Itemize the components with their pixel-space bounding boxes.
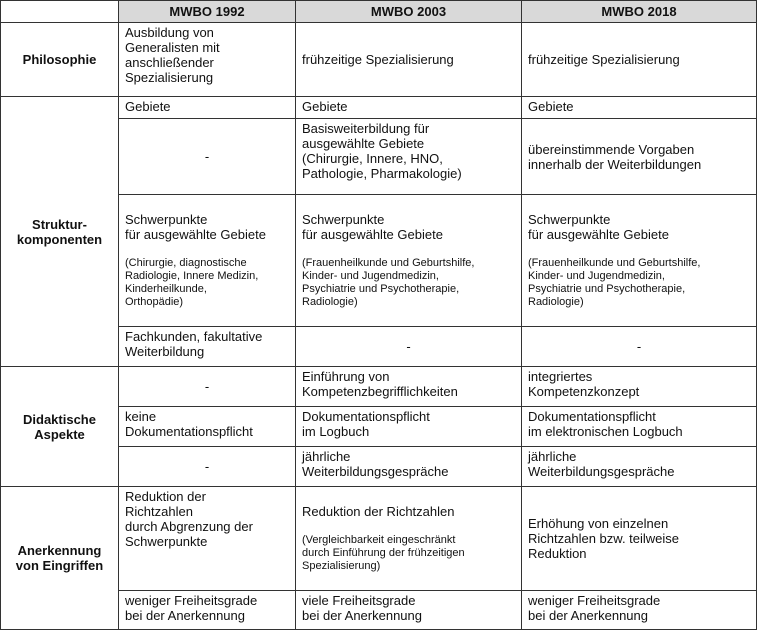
cell-basis-2003: Basisweiterbildung für ausgewählte Gebiete (Chirurgie, Innere, HNO, Pathologie, Pharmakologie) bbox=[296, 119, 522, 195]
cell-gespraeche-1992: - bbox=[119, 447, 296, 487]
cell-richtzahlen-2003 bbox=[296, 487, 522, 591]
cell-kompetenz-1992: - bbox=[119, 367, 296, 407]
cell-schwerpunkte-1992 bbox=[119, 195, 296, 327]
cell-philosophie-2003: frühzeitige Spezialisierung bbox=[296, 23, 522, 97]
cell-philosophie-1992: Ausbildung von Generalisten mit anschließender Spezialisierung bbox=[119, 23, 296, 97]
row-label-strukturkomponenten: Struktur- komponenten bbox=[1, 97, 119, 367]
schwerpunkte-1992-main: Schwerpunkte für ausgewählte Gebiete bbox=[125, 212, 266, 242]
cell-dokumentation-2018: Dokumentationspflicht im elektronischen Logbuch bbox=[522, 407, 757, 447]
cell-freiheitsgrade-2018: weniger Freiheitsgrade bei der Anerkennung bbox=[522, 591, 757, 630]
cell-fachkunden-2003: - bbox=[296, 327, 522, 367]
cell-gespraeche-2003: jährliche Weiterbildungsgespräche bbox=[296, 447, 522, 487]
cell-gebiete-1992: Gebiete bbox=[119, 97, 296, 119]
cell-richtzahlen-2018: Erhöhung von einzelnen Richtzahlen bzw. teilweise Reduktion bbox=[522, 487, 757, 591]
cell-schwerpunkte-2003 bbox=[296, 195, 522, 327]
header-mwbo-2018: MWBO 2018 bbox=[522, 1, 757, 23]
header-mwbo-1992: MWBO 1992 bbox=[119, 1, 296, 23]
header-corner bbox=[1, 1, 119, 23]
cell-freiheitsgrade-1992: weniger Freiheitsgrade bei der Anerkennung bbox=[119, 591, 296, 630]
row-label-didaktische-aspekte: Didaktische Aspekte bbox=[1, 367, 119, 487]
cell-kompetenz-2018: integriertes Kompetenzkonzept bbox=[522, 367, 757, 407]
row-struktur-gebiete bbox=[1, 97, 757, 119]
schwerpunkte-2003-main: Schwerpunkte für ausgewählte Gebiete bbox=[302, 212, 443, 242]
schwerpunkte-2018-main: Schwerpunkte für ausgewählte Gebiete bbox=[528, 212, 669, 242]
row-label-anerkennung-von-eingriffen: Anerkennung von Eingriffen bbox=[1, 487, 119, 630]
richtzahlen-2003-details: (Vergleichbarkeit eingeschränkt durch Einführung der frühzeitigen Spezialisierung) bbox=[302, 534, 465, 572]
cell-basis-1992: - bbox=[119, 119, 296, 195]
cell-basis-2018: übereinstimmende Vorgaben innerhalb der Weiterbildungen bbox=[522, 119, 757, 195]
cell-gespraeche-2018: jährliche Weiterbildungsgespräche bbox=[522, 447, 757, 487]
row-anerkennung-richtzahlen bbox=[1, 487, 757, 591]
schwerpunkte-1992-details: (Chirurgie, diagnostische Radiologie, Innere Medizin, Kinderheilkunde, Orthopädie) bbox=[125, 257, 259, 308]
richtzahlen-2003-main: Reduktion der Richtzahlen bbox=[302, 504, 455, 519]
row-philosophie bbox=[1, 23, 757, 97]
row-label-philosophie: Philosophie bbox=[1, 23, 119, 97]
header-mwbo-2003: MWBO 2003 bbox=[296, 1, 522, 23]
header-row bbox=[1, 1, 757, 23]
cell-fachkunden-1992: Fachkunden, fakultative Weiterbildung bbox=[119, 327, 296, 367]
cell-freiheitsgrade-2003: viele Freiheitsgrade bei der Anerkennung bbox=[296, 591, 522, 630]
schwerpunkte-2018-details: (Frauenheilkunde und Geburtshilfe, Kinder- und Jugendmedizin, Psychiatrie und Psychotherapie, Radiologie) bbox=[528, 257, 701, 308]
schwerpunkte-2003-details: (Frauenheilkunde und Geburtshilfe, Kinder- und Jugendmedizin, Psychiatrie und Psychotherapie, Radiologie) bbox=[302, 257, 475, 308]
cell-richtzahlen-1992: Reduktion der Richtzahlen durch Abgrenzung der Schwerpunkte bbox=[119, 487, 296, 591]
cell-schwerpunkte-2018 bbox=[522, 195, 757, 327]
cell-dokumentation-1992: keine Dokumentationspflicht bbox=[119, 407, 296, 447]
cell-gebiete-2018: Gebiete bbox=[522, 97, 757, 119]
cell-fachkunden-2018: - bbox=[522, 327, 757, 367]
row-didaktik-kompetenz bbox=[1, 367, 757, 407]
cell-dokumentation-2003: Dokumentationspflicht im Logbuch bbox=[296, 407, 522, 447]
cell-philosophie-2018: frühzeitige Spezialisierung bbox=[522, 23, 757, 97]
cell-kompetenz-2003: Einführung von Kompetenzbegrifflichkeiten bbox=[296, 367, 522, 407]
cell-gebiete-2003: Gebiete bbox=[296, 97, 522, 119]
